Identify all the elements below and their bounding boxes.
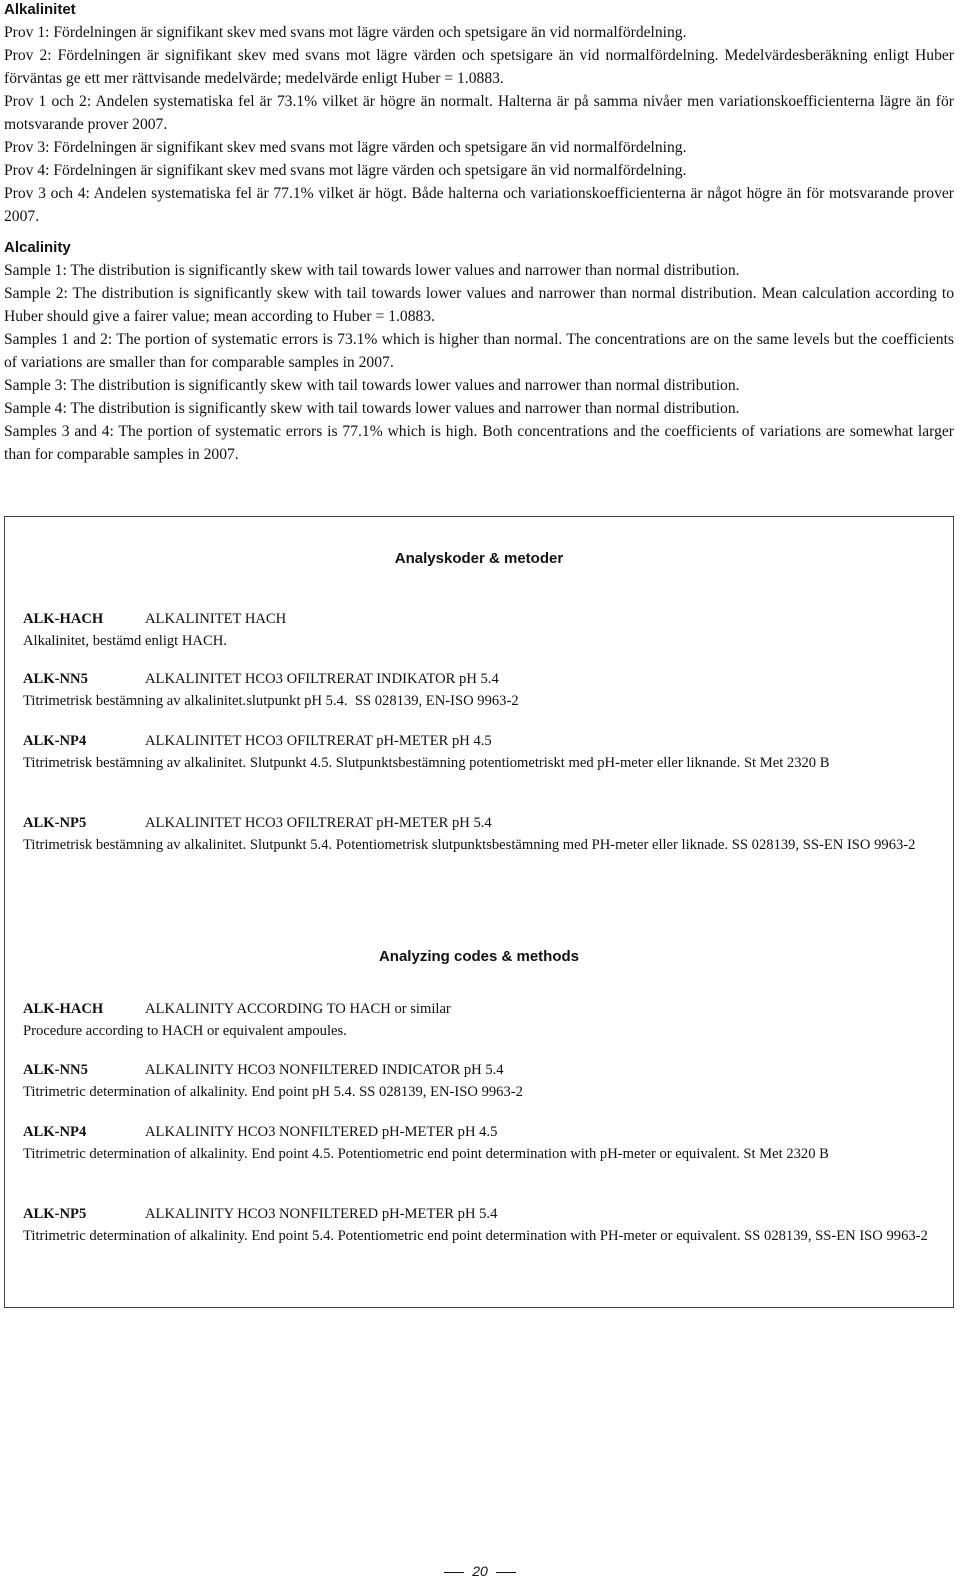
method-name: ALKALINITET HCO3 OFILTRERAT pH-METER pH 4.5 (145, 733, 492, 749)
swedish-alkalinity-section (4, 0, 954, 228)
page-number-value: 20 (472, 1563, 488, 1579)
method-code: ALK-NP4 (23, 1124, 87, 1140)
method-name: ALKALINITY HCO3 NONFILTERED INDICATOR pH 5.4 (145, 1062, 504, 1078)
method-name: ALKALINITET HACH (145, 611, 287, 627)
method-name: ALKALINITET HCO3 OFILTRERAT INDIKATOR pH 5.4 (145, 671, 499, 687)
method-name: ALKALINITY ACCORDING TO HACH or similar (145, 1001, 451, 1017)
method-entry-sv-alk-np5 (23, 813, 943, 856)
swedish-paragraph: Prov 3: Fördelningen är signifikant skev med svans mot lägre värden och spetsigare än vid normalfördelning. (4, 139, 687, 156)
method-entry-en-alk-nn5 (23, 1060, 943, 1103)
method-description: Procedure according to HACH or equivalent ampoules. (23, 1022, 347, 1039)
english-paragraph: Sample 1: The distribution is significantly skew with tail towards lower values and narrower than normal distribution. (4, 262, 740, 279)
method-name: ALKALINITY HCO3 NONFILTERED pH-METER pH 5.4 (145, 1206, 498, 1222)
method-description: Titrimetric determination of alkalinity. End point pH 5.4. SS 028139, EN-ISO 9963-2 (23, 1083, 523, 1100)
english-paragraph: Sample 4: The distribution is significantly skew with tail towards lower values and narrower than normal distribution. (4, 400, 740, 417)
method-name: ALKALINITET HCO3 OFILTRERAT pH-METER pH 5.4 (145, 815, 492, 831)
method-code: ALK-NN5 (23, 671, 88, 687)
method-description: Titrimetrisk bestämning av alkalinitet.slutpunkt pH 5.4. SS 028139, EN-ISO 9963-2 (23, 692, 519, 709)
page-number-dash-right (496, 1572, 516, 1573)
page-number-dash-left (444, 1572, 464, 1573)
method-description: Titrimetric determination of alkalinity. End point 4.5. Potentiometric end point determination with pH-meter or equivalent. St Met 2320 B (23, 1145, 829, 1162)
page-number (0, 1562, 960, 1580)
method-code: ALK-NP5 (23, 1206, 87, 1222)
method-entry-en-alk-hach (23, 999, 943, 1042)
method-code: ALK-NN5 (23, 1062, 88, 1078)
swedish-paragraph: Prov 1: Fördelningen är signifikant skev med svans mot lägre värden och spetsigare än vid normalfördelning. (4, 24, 687, 41)
swedish-paragraph: Prov 4: Fördelningen är signifikant skev med svans mot lägre värden och spetsigare än vid normalfördelning. (4, 162, 687, 179)
english-alkalinity-section (4, 236, 954, 466)
method-entry-sv-alk-nn5 (23, 669, 943, 712)
swedish-paragraph: Prov 2: Fördelningen är signifikant skev med svans mot lägre värden och spetsigare än vid normalfördelning. Medelvärdesberäkning enligt Huber förväntas ge ett mer rättvisande medelvärde; medelvärde enligt Huber = 1.0883. (4, 47, 954, 87)
swedish-heading: Alkalinitet (4, 1, 76, 18)
methods-sv-title: Analyskoder & metoder (394, 550, 564, 567)
swedish-paragraph: Prov 3 och 4: Andelen systematiska fel är 77.1% vilket är högt. Både halterna och variationskoefficienterna är något högre än för motsvarande prover 2007. (4, 185, 954, 225)
method-entry-sv-alk-np4 (23, 731, 943, 774)
method-description: Alkalinitet, bestämd enligt HACH. (23, 632, 227, 649)
method-entry-en-alk-np5 (23, 1204, 943, 1247)
method-description: Titrimetrisk bestämning av alkalinitet. Slutpunkt 5.4. Potentiometrisk slutpunktsbestämning med PH-meter eller liknade. SS 028139, SS-EN ISO 9963-2 (23, 836, 916, 853)
swedish-paragraph: Prov 1 och 2: Andelen systematiska fel är 73.1% vilket är högre än normalt. Halterna är på samma nivåer men variationskoefficienterna lägre än för motsvarande prover 2007. (4, 93, 954, 133)
method-description: Titrimetrisk bestämning av alkalinitet. Slutpunkt 4.5. Slutpunktsbestämning potentiometriskt med pH-meter eller liknande. St Met 2320 B (23, 754, 830, 771)
method-code: ALK-NP4 (23, 733, 87, 749)
method-entry-en-alk-np4 (23, 1122, 943, 1165)
english-heading: Alcalinity (4, 239, 71, 256)
english-paragraph: Sample 2: The distribution is significantly skew with tail towards lower values and narrower than normal distribution. Mean calculation according to Huber should give a fairer value; mean according to Huber = 1.0883. (4, 285, 954, 325)
method-code: ALK-HACH (23, 1001, 104, 1017)
method-code: ALK-HACH (23, 611, 104, 627)
english-paragraph: Samples 3 and 4: The portion of systematic errors is 77.1% which is high. Both concentrations and the coefficients of variations are somewhat larger than for comparable samples in 2007. (4, 423, 954, 463)
methods-en-title: Analyzing codes & methods (378, 948, 580, 965)
english-paragraph: Samples 1 and 2: The portion of systematic errors is 73.1% which is higher than normal. The concentrations are on the same levels but the coefficients of variations are smaller than for comparable samples in 2007. (4, 331, 954, 371)
english-paragraph: Sample 3: The distribution is significantly skew with tail towards lower values and narrower than normal distribution. (4, 377, 740, 394)
method-entry-sv-alk-hach (23, 609, 943, 652)
method-description: Titrimetric determination of alkalinity. End point 5.4. Potentiometric end point determination with PH-meter or equivalent. SS 028139, SS-EN ISO 9963-2 (23, 1227, 928, 1244)
method-code: ALK-NP5 (23, 815, 87, 831)
method-name: ALKALINITY HCO3 NONFILTERED pH-METER pH 4.5 (145, 1124, 498, 1140)
methods-box (4, 516, 954, 1308)
